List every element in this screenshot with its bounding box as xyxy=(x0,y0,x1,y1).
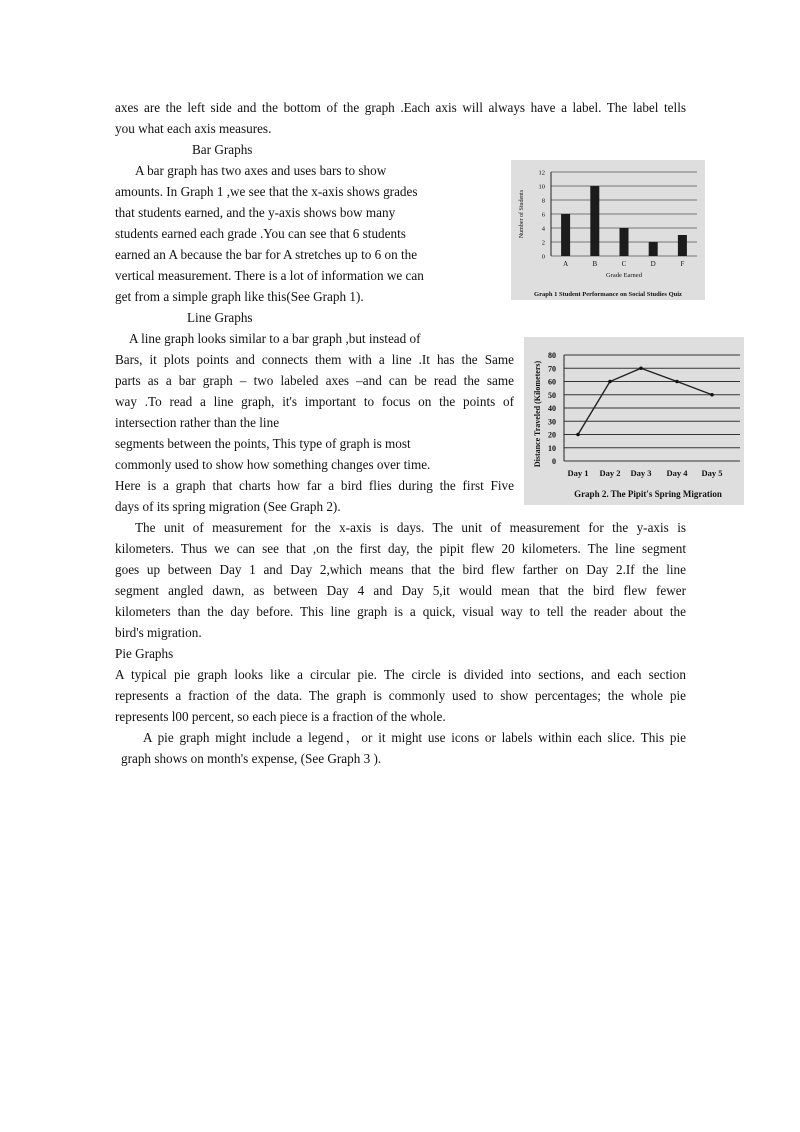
intro-line-2: you what each axis measures. xyxy=(115,121,272,136)
chart-title: Graph 2. The Pipit's Spring Migration xyxy=(574,489,722,499)
line-paragraph-line: Here is a graph that charts how far a bird flies during the first Five xyxy=(115,478,514,493)
line-paragraph-line: intersection rather than the line xyxy=(115,415,280,430)
bar-graphs-heading: Bar Graphs xyxy=(192,142,253,157)
x-tick-label: C xyxy=(621,260,627,268)
bar-paragraph-line: get from a simple graph like this(See Graph 1). xyxy=(115,289,364,304)
pie-paragraph-line: A typical pie graph looks like a circular pie. The circle is divided into sections, and each section xyxy=(115,667,686,682)
line-paragraph-line: way .To read a line graph, it's important to focus on the points of xyxy=(115,394,514,409)
y-tick-label: 80 xyxy=(548,351,556,360)
unit-paragraph-line: kilometers. Thus we can see that ,on the first day, the pipit flew 20 kilometers. The line segment xyxy=(115,541,686,556)
pie-paragraph-line: represents l00 percent, so each piece is a fraction of the whole. xyxy=(115,709,446,724)
unit-paragraph-line: bird's migration. xyxy=(115,625,202,640)
unit-paragraph-line: segment angled dawn, as between Day 4 and Day 5,it would mean that the bird flew fewer xyxy=(115,583,686,598)
bar xyxy=(561,214,570,256)
y-tick-label: 6 xyxy=(541,211,545,219)
pie-paragraph-line: graph shows on month's expense, (See Graph 3 ). xyxy=(121,751,382,766)
y-tick-label: 8 xyxy=(541,197,545,205)
y-tick-label: 10 xyxy=(538,183,545,191)
graph-1-bar-chart xyxy=(511,160,705,300)
unit-paragraph-line: The unit of measurement for the x-axis is days. The unit of measurement for the y-axis is xyxy=(135,520,686,535)
y-tick-label: 50 xyxy=(548,390,556,400)
y-axis-label: Distance Traveled (Kilometers) xyxy=(533,360,542,468)
x-tick-label: Day 4 xyxy=(666,468,688,478)
line-paragraph-line: commonly used to show how something changes over time. xyxy=(115,457,431,472)
pie-paragraph-line: represents a fraction of the data. The graph is commonly used to show percentages; the whole pie xyxy=(115,688,686,703)
y-tick-label: 4 xyxy=(541,225,545,233)
unit-paragraph-line: kilometers than the day before. This line graph is a quick, visual way to tell the reader about the xyxy=(115,604,686,619)
bar-paragraph-line: amounts. In Graph 1 ,we see that the x-axis shows grades xyxy=(115,184,418,199)
y-axis-label: Number of Students xyxy=(519,189,525,239)
graph-2-line-chart xyxy=(524,337,744,505)
chart-title: Graph 1 Student Performance on Social Studies Quiz xyxy=(534,291,682,298)
intro-line-1: axes are the left side and the bottom of the graph .Each axis will always have a label. The label tells xyxy=(115,100,686,115)
y-tick-label: 20 xyxy=(548,430,556,440)
bar-paragraph-line: students earned each grade .You can see that 6 students xyxy=(115,226,406,241)
bar xyxy=(590,186,599,256)
y-tick-label: 0 xyxy=(552,457,556,466)
bar-paragraph-line: A bar graph has two axes and uses bars to show xyxy=(135,163,387,178)
x-tick-label: Day 5 xyxy=(701,468,723,478)
data-point xyxy=(576,433,580,437)
x-tick-label: Day 2 xyxy=(599,468,621,478)
line-paragraph-line: segments between the points, This type of graph is most xyxy=(115,436,411,451)
unit-paragraph-line: goes up between Day 1 and Day 2,which means that the bird flew farther on Day 2.If the line xyxy=(115,562,686,577)
y-tick-label: 0 xyxy=(541,253,545,261)
x-axis-label: Grade Earned xyxy=(606,272,642,279)
y-tick-label: 70 xyxy=(548,364,556,374)
pie-paragraph-line: A pie graph might include a legend，or it might use icons or labels within each slice. This pie xyxy=(143,730,686,745)
data-point xyxy=(710,393,714,397)
bar-paragraph-line: vertical measurement. There is a lot of information we can xyxy=(115,268,424,283)
bar-paragraph-line: that students earned, and the y-axis shows bow many xyxy=(115,205,396,220)
line-paragraph-line: parts as a bar graph – two labeled axes –and can be read the same xyxy=(115,373,514,388)
y-tick-label: 12 xyxy=(538,169,545,177)
x-tick-label: F xyxy=(680,260,685,268)
y-tick-label: 30 xyxy=(548,417,556,427)
pie-graphs-heading: Pie Graphs xyxy=(115,646,174,661)
x-tick-label: D xyxy=(650,260,656,268)
y-tick-label: 2 xyxy=(541,239,545,247)
data-line xyxy=(578,368,712,434)
graph-1-svg xyxy=(511,160,705,300)
bar xyxy=(620,228,629,256)
y-tick-label: 60 xyxy=(548,377,556,387)
bar xyxy=(649,242,658,256)
line-paragraph-line: Bars, it plots points and connects them with a line .It has the Same xyxy=(115,352,514,367)
data-point xyxy=(639,366,643,370)
y-tick-label: 10 xyxy=(548,443,556,453)
data-point xyxy=(608,380,612,384)
x-tick-label: A xyxy=(563,260,569,268)
line-paragraph-line: A line graph looks similar to a bar graph ,but instead of xyxy=(129,331,421,346)
bar-paragraph-line: earned an A because the bar for A stretches up to 6 on the xyxy=(115,247,418,262)
line-paragraph-line: days of its spring migration (See Graph 2). xyxy=(115,499,341,514)
graph-2-svg xyxy=(524,337,744,505)
y-tick-label: 40 xyxy=(548,404,556,413)
x-tick-label: Day 1 xyxy=(567,468,589,478)
bar xyxy=(678,235,687,256)
x-tick-label: B xyxy=(592,260,598,268)
data-point xyxy=(675,380,679,384)
x-tick-label: Day 3 xyxy=(630,468,652,478)
line-graphs-heading: Line Graphs xyxy=(187,310,253,325)
